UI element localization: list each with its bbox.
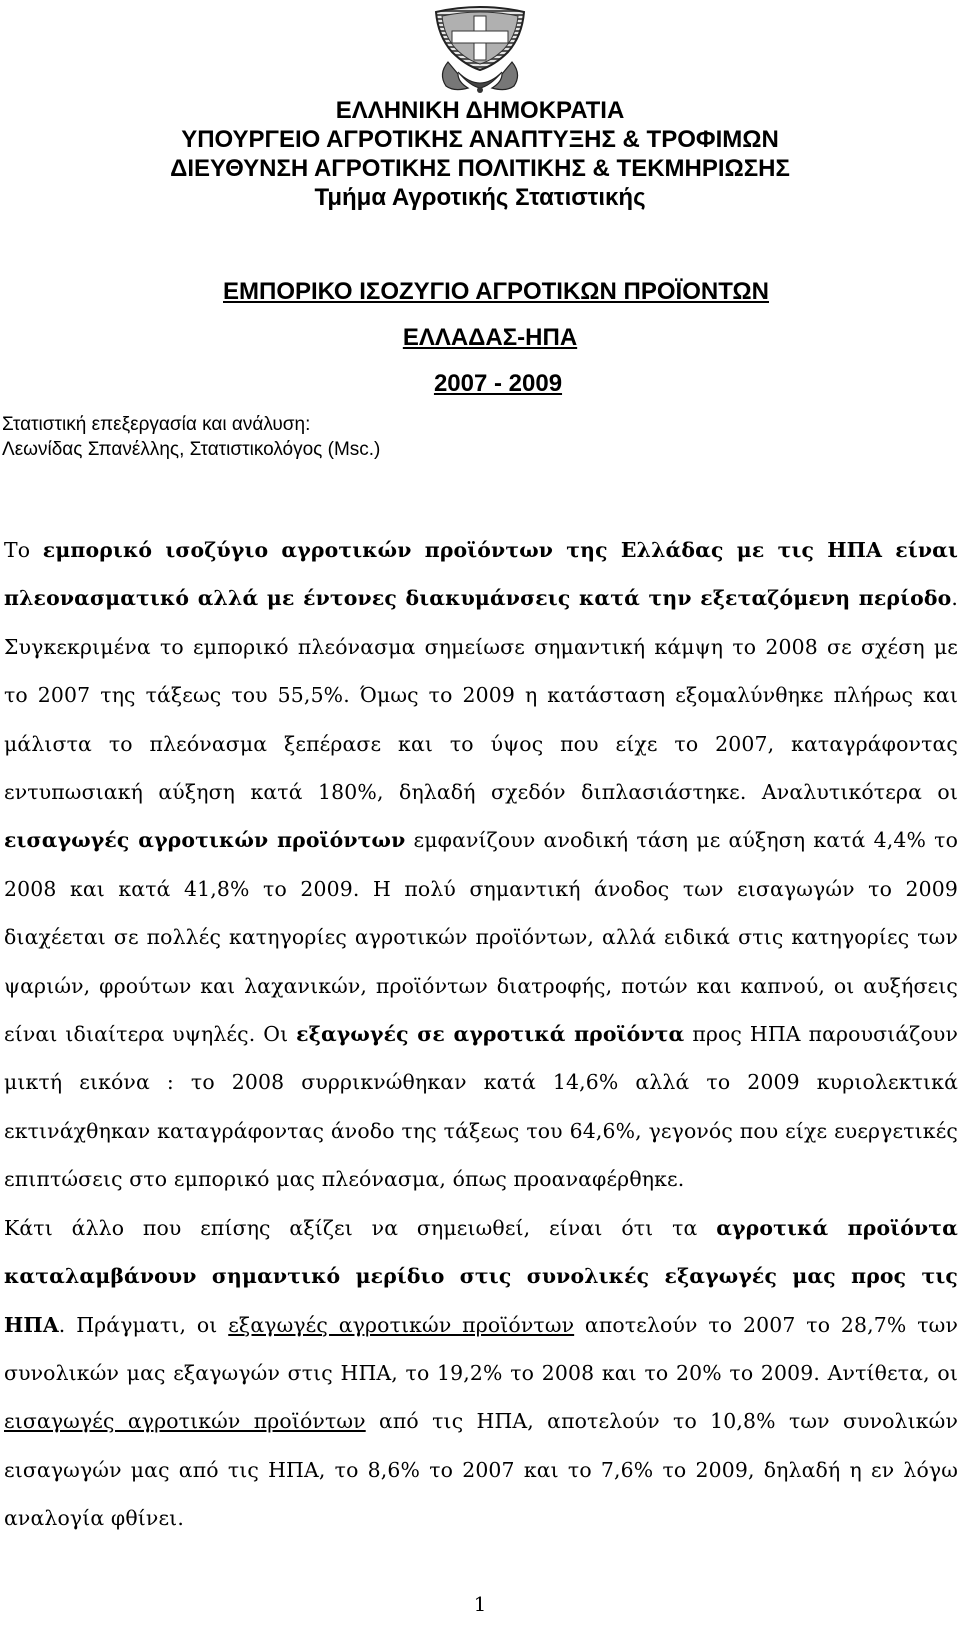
header-directorate: ΔΙΕΥΘΥΝΣΗ ΑΓΡΟΤΙΚΗΣ ΠΟΛΙΤΙΚΗΣ & ΤΕΚΜΗΡΙΩΣΗΣ [170, 155, 790, 182]
text-run: εμφανίζουν ανοδική τάση με αύξηση κατά 4,4% το 2008 και κατά 41,8% το 2009. Η πολύ σημαντική άνοδος των εισαγωγών το 2009 διαχέεται σε πολλές κατηγορίες αγροτικών προϊόντων, αλλά ειδικά στις κατηγορίες των ψαριών, φρούτων και λαχανικών, προϊόντων διατροφής, ποτών και καπνού, οι αυξήσεις είναι ιδιαίτερα υψηλές. Οι [4, 828, 958, 1047]
text-run: προς ΗΠΑ παρουσιάζουν μικτή εικόνα : το 2008 συρρικνώθηκαν κατά 14,6% αλλά το 2009 κυριολεκτικά εκτινάχθηκαν καταγράφοντας άνοδο της τάξεως του 64,6%, γεγονός που είχε ευεργετικές επιπτώσεις στο εμπορικό μας πλεόνασμα, όπως προαναφέρθηκε. [4, 1022, 959, 1192]
document-body [4, 526, 958, 1543]
header-ministry: ΥΠΟΥΡΓΕΙΟ ΑΓΡΟΤΙΚΗΣ ΑΝΑΠΤΥΞΗΣ & ΤΡΟΦΙΜΩΝ [181, 126, 779, 153]
header-department: Τμήμα Αγροτικής Στατιστικής [314, 184, 646, 211]
header-republic: ΕΛΛΗΝΙΚΗ ΔΗΜΟΚΡΑΤΙΑ [335, 97, 625, 124]
credits-role: Στατιστική επεξεργασία και ανάλυση: [2, 414, 311, 435]
paragraph-2 [4, 1204, 958, 1543]
paragraph-1 [4, 526, 958, 1204]
text-run: . Συγκεκριμένα το εμπορικό πλεόνασμα σημείωσε σημαντική κάμψη το 2008 σε σχέση με το 2007 της τάξεως του 55,5%. Όμως το 2009 η κατάσταση εξομαλύνθηκε πλήρως και μάλιστα το πλεόνασμα ξεπέρασε και το ύψος που είχε το 2007, καταγράφοντας εντυπωσιακή αύξηση κατά 180%, δηλαδή σχεδόν διπλασιάστηκε. Αναλυτικότερα οι [4, 586, 958, 805]
text-run: . Πράγματι, οι [58, 1312, 229, 1337]
text-run: Το [4, 538, 43, 562]
bold-run: εισαγωγές αγροτικών προϊόντων [4, 828, 406, 853]
credits-author: Λεωνίδας Σπανέλλης, Στατιστικολόγος (Msc.) [2, 439, 381, 460]
text-run: Κάτι άλλο που επίσης αξίζει να σημειωθεί, είναι ότι τα [4, 1215, 717, 1240]
author-credits [2, 412, 380, 462]
bold-run: εξαγωγές σε αγροτικά προϊόντα [296, 1022, 685, 1047]
text-run: αποτελούν το 2007 το 28,7% των συνολικών μας εξαγωγών στις ΗΠΑ, το 19,2% το 2008 και το 20% το 2009. Αντίθετα, οι [4, 1312, 958, 1385]
document-subtitle-countries: ΕΛΛΑΔΑΣ-ΗΠΑ [402, 324, 578, 351]
document-subtitle-period: 2007 - 2009 [433, 370, 563, 397]
ministry-header [0, 96, 960, 212]
text-run: από τις ΗΠΑ, αποτελούν το 10,8% των συνολικών εισαγωγών μας από τις ΗΠΑ, το 8,6% το 2007 και το 7,6% το 2009, δηλαδή η εν λόγω αναλογία φθίνει. [4, 1409, 958, 1531]
underlined-run: εισαγωγές αγροτικών προϊόντων [4, 1409, 366, 1434]
greek-coat-of-arms-emblem [428, 2, 532, 96]
bold-run: αγροτικά προϊόντα καταλαμβάνουν σημαντικό μερίδιο στις συνολικές εξαγωγές μας προς τις ΗΠΑ [4, 1215, 958, 1337]
document-title: ΕΜΠΟΡΙΚΟ ΙΣΟΖΥΓΙΟ ΑΓΡΟΤΙΚΩΝ ΠΡΟΪΟΝΤΩΝ [223, 278, 769, 305]
page-number: 1 [473, 1592, 487, 1616]
underlined-run: εξαγωγές αγροτικών προϊόντων [228, 1312, 575, 1337]
bold-run: εμπορικό ισοζύγιο αγροτικών προϊόντων της Ελλάδας με τις ΗΠΑ είναι πλεονασματικό αλλά με έντονες διακυμάνσεις κατά την εξεταζόμενη περίοδο [4, 538, 958, 611]
